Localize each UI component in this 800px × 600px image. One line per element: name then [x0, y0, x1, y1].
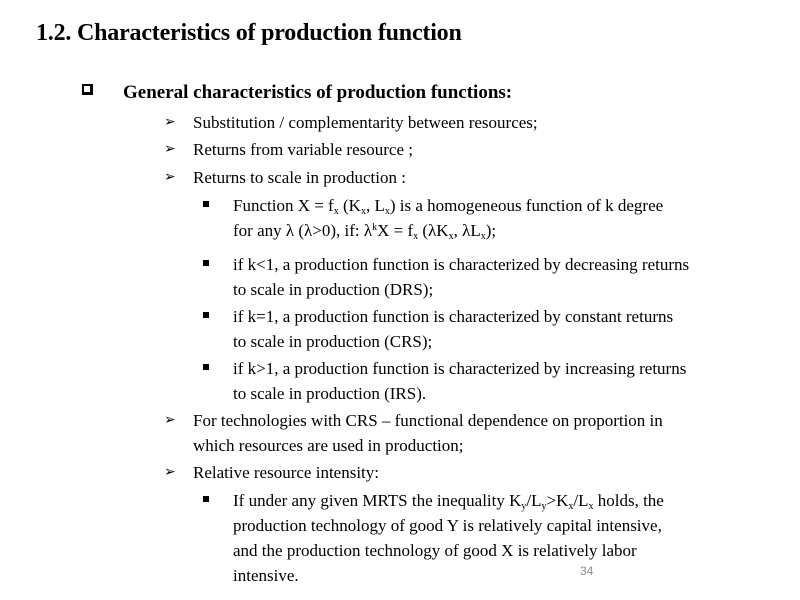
arrowhead-bullet-icon: ➢ — [164, 169, 176, 185]
square-bullet-icon — [203, 201, 209, 207]
section-heading: General characteristics of production functions: — [123, 82, 513, 103]
square-bullet-icon — [203, 496, 209, 502]
page-number: 34 — [580, 564, 594, 578]
arrowhead-bullet-icon: ➢ — [164, 114, 176, 130]
square-bullet-icon — [203, 260, 209, 266]
arrowhead-bullet-icon: ➢ — [164, 464, 176, 480]
arrowhead-bullet-icon: ➢ — [164, 412, 176, 428]
formula-line-2: for any λ (λ>0), if: $\lambda^kX = f_x$ ($\lambda K_x$, $\lambda L_x$); — [233, 221, 497, 242]
arrowhead-bullet-icon: ➢ — [164, 141, 176, 157]
square-bullet-icon — [203, 364, 209, 370]
formula-line-1: Function $X = f_x$ ($K_x$, $L_x$) is a homogeneous function of k degree — [233, 196, 664, 217]
checkbox-square-bullet-icon — [82, 84, 93, 95]
square-bullet-icon — [203, 312, 209, 318]
slide-title: 1.2. Characteristics of production function — [36, 20, 462, 46]
